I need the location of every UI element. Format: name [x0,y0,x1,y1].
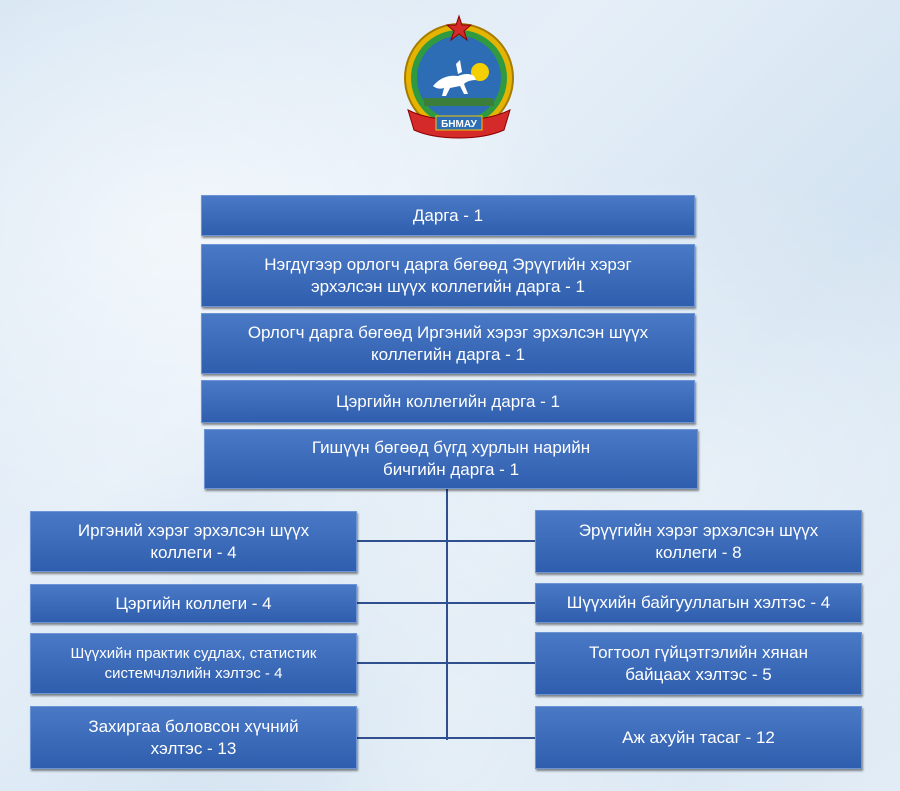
secretary-box: Гишүүн бөгөөд бүгд хурлын нарийн бичгийн дарга - 1 [204,429,698,489]
emblem-ribbon-text: БНМАУ [441,119,477,130]
first-deputy-box: Нэгдүгээр орлогч дарга бөгөөд Эрүүгийн хэрэг эрхэлсэн шүүх коллегийн дарга - 1 [201,244,695,307]
right-unit-economic-section: Аж ахуйн тасаг - 12 [535,706,862,769]
left-unit-military-collegium: Цэргийн коллеги - 4 [30,584,357,623]
left-unit-admin-hr: Захиргаа боловсон хүчний хэлтэс - 13 [30,706,357,769]
chairman-box: Дарга - 1 [201,195,695,236]
left-unit-practice-stats: Шүүхийн практик судлах, статистик системчлэлийн хэлтэс - 4 [30,633,357,694]
right-unit-criminal-collegium: Эрүүгийн хэрэг эрхэлсэн шүүх коллеги - 8 [535,510,862,573]
military-chair-box: Цэргийн коллегийн дарга - 1 [201,380,695,423]
left-unit-civil-collegium: Иргэний хэрэг эрхэлсэн шүүх коллеги - 4 [30,511,357,572]
deputy-box: Орлогч дарга бөгөөд Иргэний хэрэг эрхэлсэн шүүх коллегийн дарга - 1 [201,313,695,374]
right-unit-court-organization: Шүүхийн байгууллагын хэлтэс - 4 [535,583,862,623]
right-unit-enforcement: Тогтоол гүйцэтгэлийн хянан байцаах хэлтэс - 5 [535,632,862,695]
